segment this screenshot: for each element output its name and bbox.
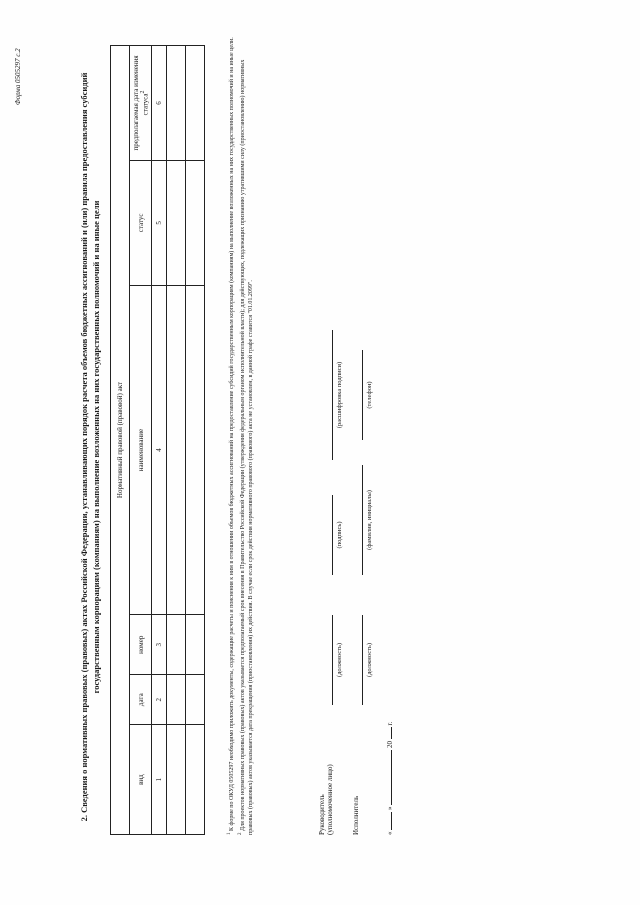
table-cell [186, 615, 205, 675]
date-row [386, 615, 394, 835]
table-row [186, 46, 205, 835]
column-number: 5 [152, 160, 167, 285]
table-cell [186, 725, 205, 835]
column-header-type: вид [130, 725, 152, 835]
section-title-line-2: государственным корпорациям (компаниям) на выполнение возложенных на них государственных полномочий и на иные цели [91, 200, 101, 694]
column-number: 6 [152, 46, 167, 161]
table-cell [186, 46, 205, 161]
executor-position-caption: (должность) [366, 642, 373, 678]
table-cell [167, 725, 186, 835]
table-cell [167, 160, 186, 285]
footnote-mark: 1 [227, 832, 232, 835]
executor-label: Исполнитель [352, 795, 360, 835]
section-title [78, 37, 102, 857]
column-header-number: номер [130, 615, 152, 675]
column-number: 3 [152, 615, 167, 675]
table-cell [186, 675, 205, 725]
footnote-mark-2: 2 [140, 90, 146, 94]
head-position-caption: (должность) [336, 642, 343, 678]
date-open-quote: « [386, 831, 394, 835]
month-line [391, 750, 392, 805]
executor-phone-caption: (телефон) [366, 381, 373, 409]
head-position-line [332, 615, 333, 705]
column-header-name: наименование [130, 285, 152, 615]
footnote-1-text: К форме по ОКУД 0505297 необходимо приложить документы, содержащие расчеты и пояснения к ним в отношении объемов бюджетных ассигнований на предоставление субсидий государственным корпорациям (компаниям) на выполнение возложенных на них государственных полномочий и на иные цели. [229, 37, 235, 831]
table-cell [167, 285, 186, 615]
head-decryption-caption: (расшифровка подписи) [336, 361, 343, 429]
year-prefix: 20 [386, 741, 394, 748]
executor-position-line [362, 615, 363, 705]
footnotes [226, 35, 256, 835]
column-number: 1 [152, 725, 167, 835]
table-cell [167, 46, 186, 161]
table-cell [186, 285, 205, 615]
year-line [391, 727, 392, 739]
head-label-line-1: Руководитель [318, 794, 326, 835]
head-signature-line [332, 495, 333, 575]
table-group-header: Нормативный правовой (правовой) акт [111, 46, 130, 835]
date-close-quote: » [386, 806, 394, 810]
head-label-line-2: (уполномоченное лицо) [326, 764, 334, 835]
executor-name-line [362, 465, 363, 575]
section-title-line-1: 2. Сведения о нормативных правовых (правовых) актах Российской Федерации, устанавливающих порядок расчета объемов бюджетных ассигнований и (или) правила предоставления субсидий [79, 72, 89, 822]
footnote-1 [226, 35, 236, 835]
head-signature-caption: (подпись) [336, 521, 343, 549]
year-suffix: г. [386, 721, 394, 726]
table-row [167, 46, 186, 835]
executor-name-caption: (фамилия, инициалы) [366, 490, 373, 550]
column-header-date: дата [130, 675, 152, 725]
legal-acts-table [110, 45, 205, 835]
table-cell [167, 675, 186, 725]
column-header-status-change-date-text: предполагаемая дата изменения статуса [132, 55, 150, 151]
footnote-2-text: Для проектов нормативных правовых (правовых) актов указывается предполагаемый срок внесения в Правительство Российской Федерации (утверждения федеральным органом исполнительной власти); для действующих, подлежащих признанию утратившими силу (приостановлению) нормативных правовых (правовых) актов указывается дата прекращения (приостановления) их действия. В случае если срок действия нормативного правового (правового) акта не установлен, в данной графе ставится "01.01.2099". [240, 59, 254, 835]
column-header-status: статус [130, 160, 152, 285]
head-label [318, 764, 334, 835]
column-header-status-change-date [130, 46, 152, 161]
footnote-mark: 2 [238, 832, 243, 835]
executor-phone-line [362, 350, 363, 440]
column-number: 4 [152, 285, 167, 615]
form-code: Форма 0505297 с.2 [14, 48, 22, 105]
column-number: 2 [152, 675, 167, 725]
day-line [391, 812, 392, 830]
table-cell [167, 615, 186, 675]
head-decryption-line [332, 330, 333, 460]
footnote-2 [237, 35, 255, 835]
table-cell [186, 160, 205, 285]
